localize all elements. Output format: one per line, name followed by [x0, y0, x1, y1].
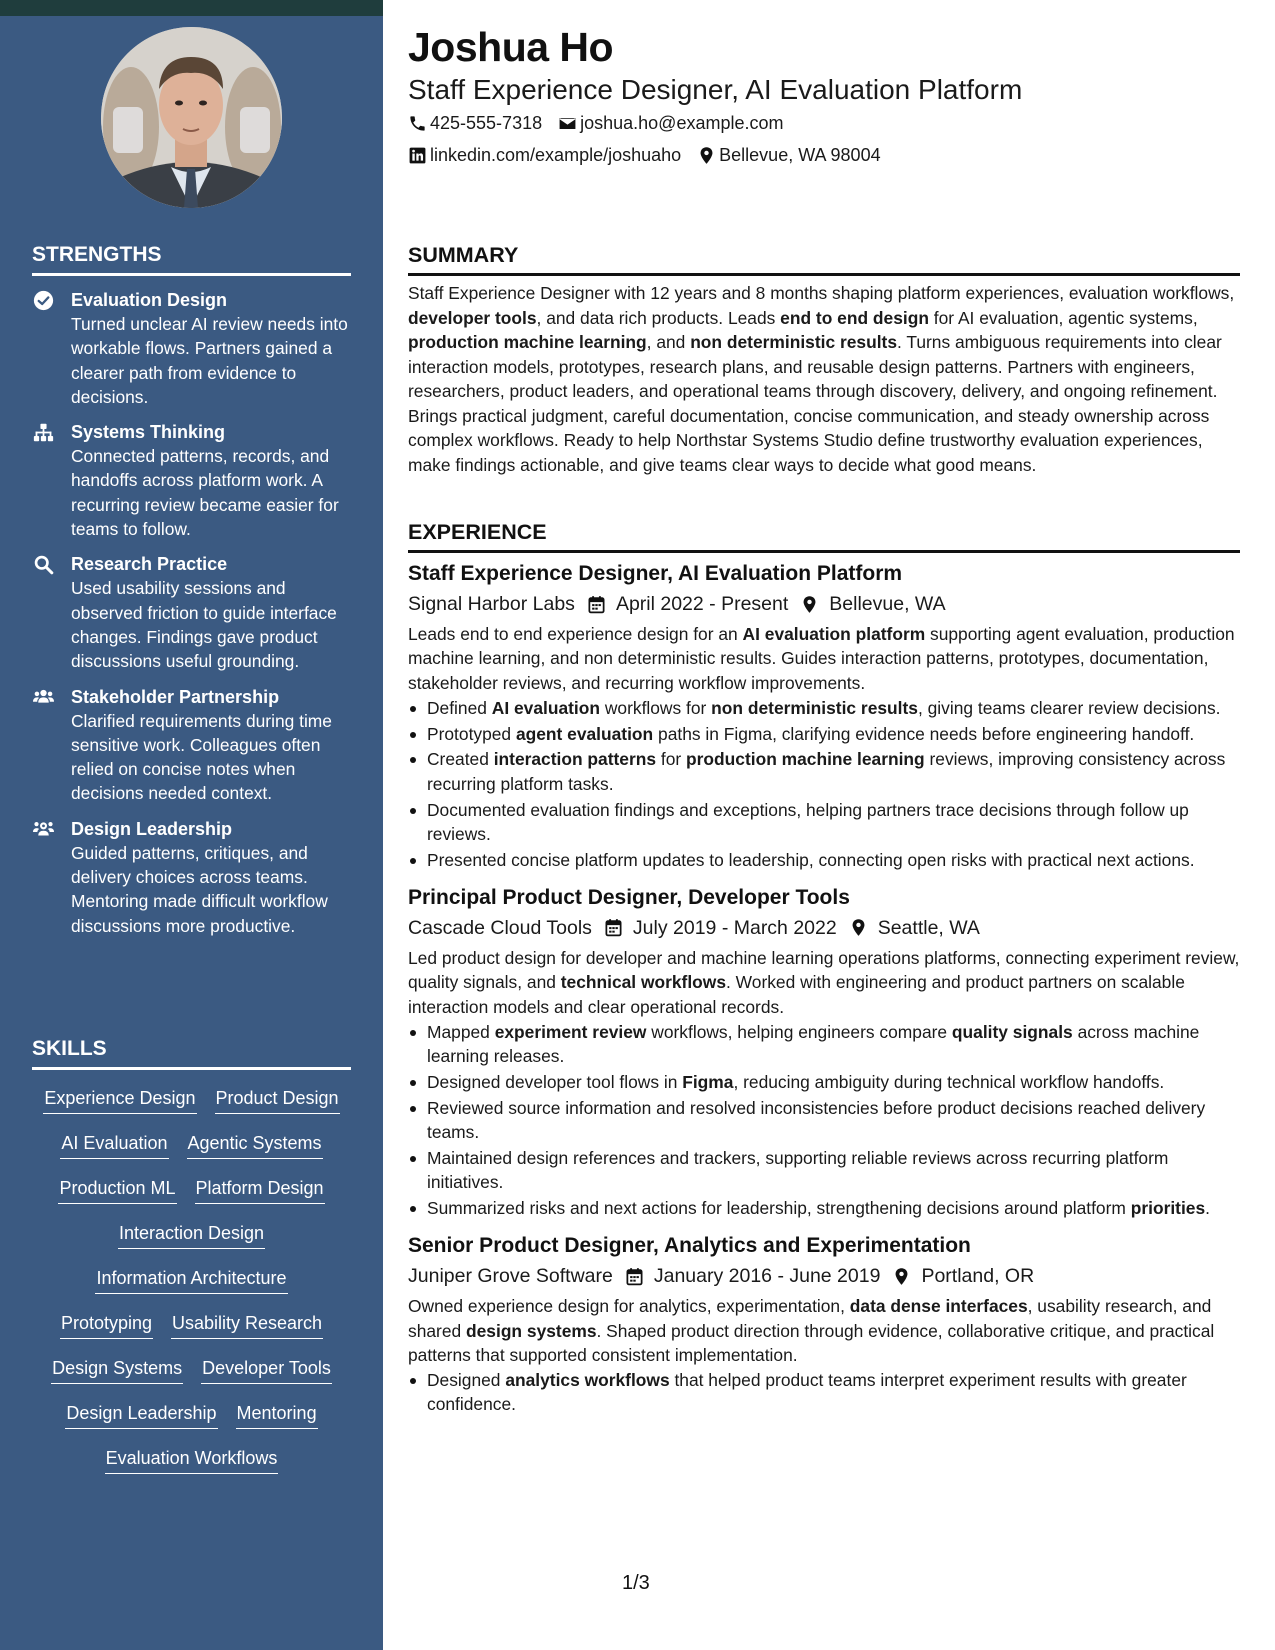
avatar: [101, 27, 282, 208]
job-description: Owned experience design for analytics, experimentation, data dense interfaces, usability research, and shared design systems. Shaped product direction through evidence, collaborative critique, and practical patterns that supported consistent implementation.: [408, 1296, 1215, 1365]
users-icon: [32, 686, 54, 708]
skill-tag: Design Leadership: [65, 1401, 217, 1429]
skill-tag: Experience Design: [43, 1086, 196, 1114]
envelope-icon: [558, 114, 577, 133]
contact-row: [408, 145, 897, 166]
strength-description: Turned unclear AI review needs into workable flows. Partners gained a clearer path from evidence to decisions.: [71, 314, 348, 407]
strength-title: Research Practice: [71, 554, 228, 575]
skill-tag: Usability Research: [171, 1311, 323, 1339]
linkedin-icon: [408, 146, 427, 165]
job-bullet: Reviewed source information and resolved inconsistencies before product decisions reached delivery teams.: [408, 1096, 1240, 1145]
job-entry: [408, 884, 1240, 1220]
search-icon: [32, 553, 54, 575]
profile-photo: [101, 27, 282, 208]
strength-description: Guided patterns, critiques, and delivery choices across teams. Mentoring made difficult workflow discussions more productive.: [71, 842, 328, 936]
job-title: Senior Product Designer, Analytics and Experimentation: [408, 1234, 971, 1258]
job-location: Bellevue, WA: [829, 593, 946, 615]
skill-row: [28, 1311, 355, 1356]
job-company: Juniper Grove Software: [408, 1265, 613, 1288]
strength-description: Clarified requirements during time sensitive work. Colleagues often relied on concise notes when decisions needed context.: [71, 710, 332, 804]
map-marker-icon: [892, 1267, 911, 1286]
strength-description: Used usability sessions and observed friction to guide interface changes. Findings gave product discussions useful grounding.: [71, 578, 337, 672]
linkedin-url: linkedin.com/example/joshuaho: [430, 145, 682, 165]
job-bullet: Prototyped agent evaluation paths in Figma, clarifying evidence needs before engineering handoff.: [408, 722, 1240, 746]
job-location: Seattle, WA: [877, 916, 980, 939]
skill-tag: Prototyping: [60, 1311, 153, 1339]
candidate-name: Joshua Ho: [408, 24, 614, 70]
bold-text: quality signals: [951, 1021, 1073, 1042]
job-bullets: [408, 696, 1240, 872]
strength-item: [32, 420, 357, 541]
skills-list: [28, 1086, 355, 1491]
job-title: Principal Product Designer, Developer Tools: [408, 885, 850, 909]
strength-item: [32, 817, 357, 938]
bold-text: non deterministic results: [690, 332, 897, 352]
job-company: Signal Harbor Labs: [408, 593, 575, 615]
skills-heading: SKILLS: [32, 1037, 351, 1070]
skill-tag: Interaction Design: [118, 1221, 265, 1249]
skill-tag: Platform Design: [195, 1176, 325, 1204]
sidebar: [0, 0, 383, 1650]
skill-tag: Information Architecture: [95, 1266, 287, 1294]
skill-tag: Developer Tools: [201, 1356, 332, 1384]
bold-text: technical workflows: [560, 972, 727, 993]
skill-tag: AI Evaluation: [60, 1131, 168, 1159]
email-address: joshua.ho@example.com: [580, 113, 784, 133]
map-marker-icon: [697, 146, 716, 165]
phone-icon: [408, 114, 427, 133]
strength-title: Stakeholder Partnership: [71, 686, 280, 707]
job-description: Leads end to end experience design for an AI evaluation platform supporting agent evaluation, production machine learning, and non deterministic results. Guides interaction patterns, prototypes, documentation, stakeholder reviews, and recurring workflow improvements.: [408, 624, 1235, 693]
bold-text: agent evaluation: [515, 723, 654, 744]
strength-description: Connected patterns, records, and handoffs across platform work. A recurring review became easier for teams to follow.: [71, 446, 339, 540]
job-meta: [408, 915, 1240, 941]
bold-text: AI evaluation platform: [742, 624, 926, 644]
bold-text: production machine learning: [686, 749, 925, 770]
calendar-icon: [604, 918, 623, 937]
bold-text: AI evaluation: [491, 697, 601, 718]
sitemap-icon: [32, 421, 54, 443]
strength-title: Evaluation Design: [71, 290, 228, 310]
email-contact: [558, 113, 783, 134]
job-dates: January 2016 - June 2019: [653, 1265, 881, 1288]
skill-tag: Mentoring: [236, 1401, 318, 1429]
strength-item: [32, 685, 357, 806]
experience-list: [408, 560, 1240, 1429]
bold-text: data dense interfaces: [849, 1296, 1028, 1317]
skill-row: [28, 1401, 355, 1446]
sidebar-top-bar: [0, 0, 383, 16]
location-contact: [697, 145, 880, 166]
users-gear-icon: [32, 818, 54, 840]
job-bullet: Defined AI evaluation workflows for non deterministic results, giving teams clearer review decisions.: [408, 696, 1240, 720]
strength-item: [32, 288, 357, 409]
job-bullet: Created interaction patterns for production machine learning reviews, improving consistency across recurring platform tasks.: [408, 747, 1240, 796]
calendar-icon: [625, 1267, 644, 1286]
summary-text: Staff Experience Designer with 12 years and 8 months shaping platform experiences, evaluation workflows, developer tools, and data rich products. Leads end to end design for AI evaluation, agentic systems, production machine learning, and non deterministic results. Turns ambiguous requirements into clear interaction models, prototypes, research plans, and reusable design patterns. Partners with engineers, researchers, product leaders, and operational teams through discovery, delivery, and ongoing refinement. Brings practical judgment, careful documentation, concise communication, and steady ownership across complex workflows. Ready to help Northstar Systems Studio define trustworthy evaluation experiences, make findings actionable, and give teams clear ways to decide what good means.: [408, 283, 1235, 475]
location-text: Bellevue, WA 98004: [719, 145, 881, 165]
candidate-title: Staff Experience Designer, AI Evaluation Platform: [408, 74, 1023, 105]
bold-text: analytics workflows: [505, 1370, 670, 1391]
calendar-icon: [587, 595, 606, 614]
bold-text: experiment review: [494, 1021, 647, 1042]
job-entry: [408, 560, 1240, 872]
job-bullet: Presented concise platform updates to leadership, connecting open risks with practical next actions.: [408, 848, 1240, 872]
job-meta: [408, 591, 1240, 617]
skill-row: [28, 1086, 355, 1131]
bold-text: Figma: [682, 1071, 734, 1092]
strengths-heading: STRENGTHS: [32, 243, 351, 276]
map-marker-icon: [800, 595, 819, 614]
skill-row: [28, 1266, 355, 1311]
strength-title: Systems Thinking: [71, 422, 226, 443]
job-meta: [408, 1263, 1240, 1289]
skill-row: [28, 1176, 355, 1221]
job-location: Portland, OR: [921, 1265, 1035, 1288]
skill-row: [28, 1131, 355, 1176]
job-dates: April 2022 - Present: [615, 593, 789, 615]
strengths-list: [32, 288, 357, 949]
job-entry: [408, 1232, 1240, 1416]
bold-text: developer tools: [408, 307, 537, 328]
bold-text: production machine learning: [408, 332, 647, 352]
job-dates: July 2019 - March 2022: [632, 916, 837, 939]
job-bullets: [408, 1020, 1240, 1220]
bold-text: non deterministic results: [711, 697, 918, 718]
strength-item: [32, 552, 357, 673]
skill-tag: Evaluation Workflows: [105, 1446, 279, 1474]
job-company: Cascade Cloud Tools: [408, 916, 592, 939]
map-marker-icon: [849, 918, 868, 937]
job-bullet: Designed analytics workflows that helped product teams interpret experiment results with greater confidence.: [408, 1368, 1240, 1417]
bold-text: interaction patterns: [493, 749, 657, 770]
contact-row: [408, 113, 800, 134]
skill-tag: Design Systems: [51, 1356, 183, 1384]
job-title: Staff Experience Designer, AI Evaluation Platform: [408, 562, 903, 585]
summary-heading: SUMMARY: [408, 243, 1240, 276]
job-bullet: Documented evaluation findings and exceptions, helping partners trace decisions through follow up reviews.: [408, 798, 1240, 847]
strength-title: Design Leadership: [71, 818, 233, 839]
page-number: 1/3: [622, 1572, 650, 1594]
experience-heading: EXPERIENCE: [408, 520, 1240, 553]
job-bullet: Designed developer tool flows in Figma, reducing ambiguity during technical workflow handoffs.: [408, 1070, 1240, 1094]
bold-text: design systems: [466, 1320, 597, 1341]
bold-text: priorities: [1130, 1197, 1206, 1218]
skill-row: [28, 1446, 355, 1491]
job-description: Led product design for developer and machine learning operations platforms, connecting experiment review, quality signals, and technical workflows. Worked with engineering and product partners on scalable interaction models and clear operational records.: [408, 947, 1240, 1017]
linkedin-contact: [408, 145, 681, 166]
job-bullets: [408, 1368, 1240, 1417]
skill-row: [28, 1221, 355, 1266]
skill-tag: Product Design: [215, 1086, 340, 1114]
job-bullet: Summarized risks and next actions for leadership, strengthening decisions around platform priorities.: [408, 1196, 1240, 1220]
check-circle-icon: [32, 289, 54, 311]
job-bullet: Maintained design references and trackers, supporting reliable reviews across recurring platform initiatives.: [408, 1146, 1240, 1195]
bold-text: end to end design: [780, 307, 929, 328]
phone-number: 425-555-7318: [430, 113, 543, 133]
skill-tag: Production ML: [58, 1176, 176, 1204]
phone-contact: [408, 113, 542, 134]
job-bullet: Mapped experiment review workflows, helping engineers compare quality signals across machine learning releases.: [408, 1020, 1240, 1069]
skill-row: [28, 1356, 355, 1401]
skill-tag: Agentic Systems: [187, 1131, 323, 1159]
